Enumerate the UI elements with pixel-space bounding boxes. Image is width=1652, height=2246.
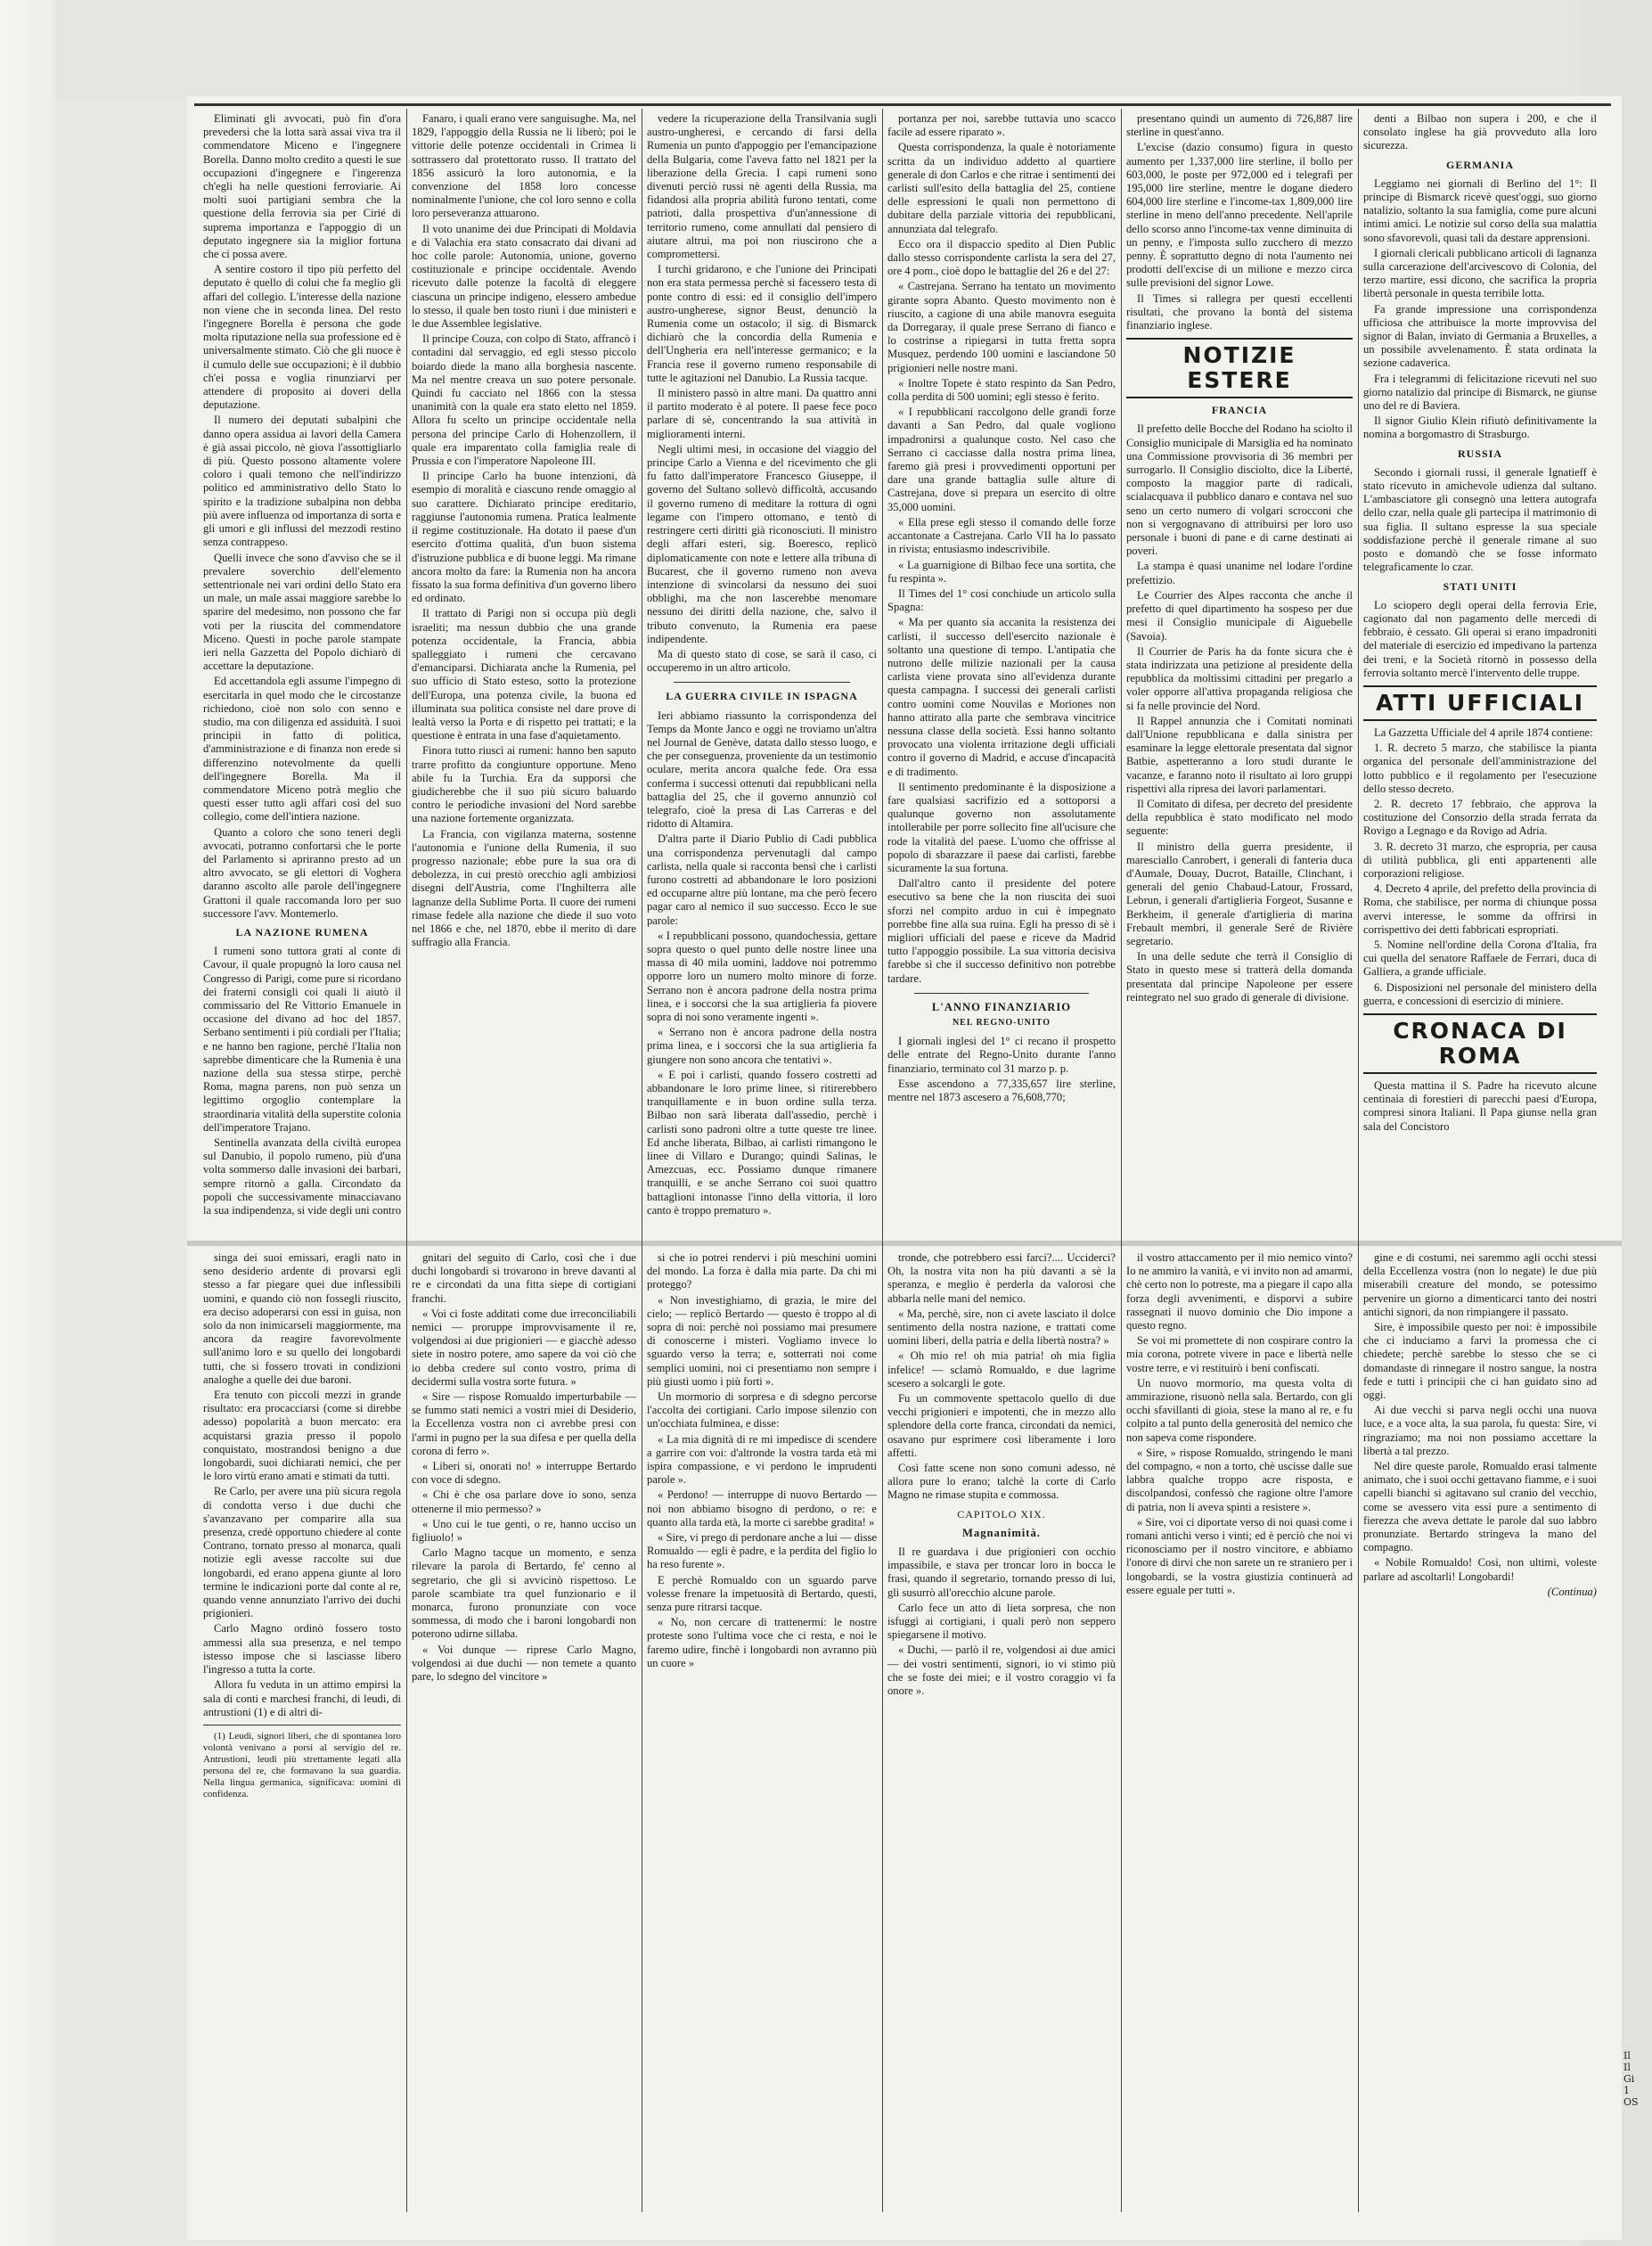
paragraph: Leggiamo nei giornali di Berlino del 1°: Il principe di Bismarck ricevè quest'oggi, suo giorno natalizio, soltanto la sua famiglia, come pure alcuni intimi amici. Le notizie sul corso della sua malattia sono sfavorevoli, quasi tali da destare apprensioni. xyxy=(1363,176,1597,244)
paragraph: Re Carlo, per avere una più sicura regola di condotta verso i due duchi che s'avanzavano per comparire alla sua presenza, credè opportuno chiedere al conte Contrano, tornato presso al monarca, quali notizie egli avesse raccolte sui due longobardi, ed erano appena giunte al loro termine le indicazioni porte dal conte al re, quando venne annunziato l'arrivo dei duchi prigionieri. xyxy=(203,1485,401,1620)
paragraph: La Francia, con vigilanza materna, sostenne l'autonomia e l'unione della Rumenia, il suo progresso nazionale; ebbe pure la sua ora di debolezza, in cui prestò orecchio agli ambiziosi disegni dell'Austria, come l'Inghilterra alle lagnanze della Sublime Porta. Il cuore dei rumeni rimase fedele alla nazione che diede il suo voto nel 1866 e che, nel 1870, ebbe il merito di dare suffragio alla Francia. xyxy=(412,827,636,949)
paragraph: Sire, è impossibile questo per noi: è impossibile che ci induciamo a farvi la promessa che ci chiedete; perchè sarebbe lo stesso che se ci domandaste di rinnegare il nostro sangue, la nostra fede e tutti i principii che ci han guidato sino ad oggi. xyxy=(1363,1321,1597,1402)
column-3-top xyxy=(647,112,877,1219)
continuation-note: (Continua) xyxy=(1547,1585,1597,1598)
column-5-bottom xyxy=(1126,1251,1353,2212)
paragraph: Lo sciopero degli operai della ferrovia Erie, cagionato dal non pagamento delle mercedi di febbraio, è cessato. Gli operai si erano impadroniti del materiale di esercizio ed impedivano la partenza dei treni, e la Società ritornò in possesso della ferrovia soltanto mercè l'intervento delle truppe. xyxy=(1363,598,1597,679)
top-rule xyxy=(194,103,1611,106)
column-4-top xyxy=(887,112,1116,1219)
paragraph: Il ministero passò in altre mani. Da quattro anni il partito moderato è al potere. Il paese fece poco parlare di sè, concentrando la sua attività in miglioramenti interni. xyxy=(647,387,877,440)
paragraph: « Castrejana. Serrano ha tentato un movimento girante sopra Abanto. Questo movimento non è riuscito, a cagione di una abile manovra eseguita da Dorregaray, il quale prese Serrano di fianco e lo costrinse a ripiegarsi in tutta fretta sopra Musquez, perdendo 100 uomini e lasciandone 50 prigionieri nelle nostre mani. xyxy=(887,280,1116,374)
paragraph: Nel dire queste parole, Romualdo erasi talmente animato, che i suoi occhi gettavano fiamme, e i suoi capelli bianchi si agitavano sul cranio del vecchio, come se avessero vita essi pure a sentimento di fierezza che aveva dettate le parole dal suo labbro pronunziate. Bertardo stringeva la mano del compagno. xyxy=(1363,1460,1597,1554)
column-6-bottom xyxy=(1363,1251,1597,2212)
paragraph: 6. Disposizioni nel personale del ministero della guerra, e concessioni di esercizio di miniere. xyxy=(1363,980,1597,1007)
paragraph: Carlo Magno tacque un momento, e senza rilevare la parola di Bertardo, fe' cenno al segretario, che gli si avvicinò rispettoso. Le parole scambiate tra quel funzionario e il monarca, furono pronunziate con voce sommessa, di modo che i baroni longobardi non poterono udirne sillaba. xyxy=(412,1546,636,1641)
paragraph: Dall'altro canto il presidente del potere esecutivo sa bene che la non riuscita dei suoi sforzi nel compito arduo in cui è impegnato porrebbe fine alla sua ruina. Egli ha presso di sè i migliori ufficiali del paese e riceve da Madrid tutto l'appoggio possibile. La sua vittoria decisiva farebbe sì che il successo definitivo non potrebbe tardare. xyxy=(887,877,1116,985)
paragraph: Il re guardava i due prigionieri con occhio impassibile, e stava per troncar loro in bocca le frasi, quando il segretario, tornando presso di lui, gli susurrò all'orecchio alcune parole. xyxy=(887,1545,1116,1599)
paragraph: « Ma per quanto sia accanita la resistenza dei carlisti, il successo dell'esercito nazionale è soltanto una questione di tempo. L'antipatia che nutrono delle milizie nazionali per la causa carlista viene provata sino all'evidenza durante questa campagna. I successi dei generali carlisti contro uomini come Nouvilas e Moriones non hanno attirato alla parte che sembrava vincitrice nessuna classe della società. Essi hanno soltanto provocato una violenta irritazione degli ufficiali contro il governo di Madrid, e accuse d'incapacità e di tradimento. xyxy=(887,616,1116,778)
paragraph: Il Courrier de Paris ha da fonte sicura che è stata indirizzata una petizione al presidente della repubblica da moltissimi cittadini per pregarlo a voler opporre all'attiva propaganda religiosa che si fa nelle provincie del Nord. xyxy=(1126,644,1353,712)
paragraph: Il Rappel annunzia che i Comitati nominati dall'Unione repubblicana e dalla sinistra per esaminare la legge elettorale presentata dal signor Batbie, aspetteranno a loro studi durante le vacanze, e faranno noto il risultato ai loro gruppi rispettivi alla ripresa dei lavori parlamentari. xyxy=(1126,714,1353,795)
paragraph: Quanto a coloro che sono teneri degli avvocati, potranno confortarsi che le porte del Parlamento si apriranno presto ad un altro avvocato, se gli elettori di Voghera daranno ascolto alle parole dell'ingegnere Grattoni il quale raccomanda loro per suo successore l'avv. Montemerlo. xyxy=(203,825,401,920)
paragraph: La stampa è quasi unanime nel lodare l'ordine prefettizio. xyxy=(1126,560,1353,586)
paragraph: Il principe Couza, con colpo di Stato, affrancò i contadini dal servaggio, ed egli stesso piccolo boiardo diede la mano alla borghesia nascente. Ma nel mentre creava un suo potere personale. Quindi fu cacciato nel 1866 con la stessa unanimità con la quale era stato eletto nel 1859. Allora fu scelto un principe occidentale nella persona del principe Carlo di Hohenzollern, il quale era imparentato colla famiglia reale di Prussia e con l'imperatore Napoleone III. xyxy=(412,332,636,468)
separator xyxy=(914,993,1089,994)
paragraph: Ieri abbiamo riassunto la corrispondenza del Temps da Monte Janco e oggi ne troviamo un'altra nel Journal de Genève, datata dallo stesso luogo, e che per conseguenza, proveniente da un testimonio oculare, merita ancora qualche fede. Ora essa conferma i successi ottenuti dai repubblicani nella battaglia del 25, che il governo annunziò col telegrafo, cioè la presa di Las Carreras e del ridotto di Altamira. xyxy=(647,709,877,831)
paragraph: 4. Decreto 4 aprile, del prefetto della provincia di Roma, che stabilisce, per norma di chiunque possa avervi interesse, le somme da offrirsi in corrispettivo dei detti fabbricati espropriati. xyxy=(1363,882,1597,936)
edge-fragment: OS xyxy=(1623,2096,1639,2108)
paragraph: « Non investighiamo, di grazia, le mire del cielo; — replicò Bertardo — questo è troppo al di sopra di noi: perchè noi possiamo mai presumere di conoscerne i misteri. Vogliamo invece lo sguardo verso la terra; e, sotterrati noi come semplici uomini, noi ci presentiamo non sempre i più giusti uomo i più forti ». xyxy=(647,1293,877,1388)
paragraph: vedere la ricuperazione della Transilvania sugli austro-ungheresi, e cercando di farsi della Rumenia un punto d'appoggio per l'emancipazione della Bulgaria, come l'aveva fatto nel 1821 per la liberazione della Grecia. I capi rumeni sono divenuti perciò russi nè agenti della Russia, ma fidandosi alla propria abilità furono tentati, come patrioti, dalla prospettiva d'un'annessione di territorio rumeno, come annullati dal pensiero di aiutare altrui, ma poi non riuscirono che a compromettersi. xyxy=(647,112,877,261)
paragraph: il vostro attaccamento per il mio nemico vinto? Io ne ammiro la vanità, e vi invito non ad amarmi, chè certo non lo potreste, ma a piegare il capo alla forza degli avvenimenti, e disporvi a subire rassegnati il nuovo dominio che Dio impone a questo regno. xyxy=(1126,1251,1353,1332)
edge-fragment: 1 xyxy=(1623,2085,1630,2096)
paragraph: « Inoltre Topete è stato respinto da San Pedro, colla perdita di 500 uomini; egli stesso è ferito. xyxy=(887,376,1116,404)
column-rule xyxy=(1358,109,1359,2212)
paragraph: « La mia dignità di re mi impedisce di scendere a garrire con voi: d'altronde la vostra tarda età mi ispira compassione, e vi perdono le imprudenti parole ». xyxy=(647,1432,877,1487)
paragraph: Secondo i giornali russi, il generale Ignatieff è stato ricevuto in amichevole udienza dal sultano. L'ambasciatore gli consegnò una lettera autografa dello czar, nella quale gli partecipa il matrimonio di sua figlia. Il sultano espresse la sua speciale soddisfazione perchè il generale rimane al suo posto e domandò che se fosse informato telegraficamente lo czar. xyxy=(1363,465,1597,574)
paragraph: 3. R. decreto 31 marzo, che espropria, per causa di utilità pubblica, gli enti appartenenti alle corporazioni religiose. xyxy=(1363,840,1597,880)
paragraph: « Oh mio re! oh mia patria! oh mia figlia infelice! — sclamò Romualdo, e due lagrime scesero a solcargli le gote. xyxy=(887,1349,1116,1389)
paragraph: La Gazzetta Ufficiale del 4 aprile 1874 contiene: xyxy=(1374,725,1593,739)
paragraph: « Perdono! — interruppe di nuovo Bertardo — noi non abbiamo bisogno di perdono, o re: e quanto alla tarda età, la morte ci sarebbe gradita! » xyxy=(647,1488,877,1529)
column-1-top xyxy=(203,112,401,1219)
paragraph: E perchè Romualdo con un sguardo parve volesse frenare la impetuosità di Bertardo, questi, senza pure ritrarsi tacque. xyxy=(647,1573,877,1614)
edge-fragment: Il xyxy=(1623,2050,1631,2062)
paragraph: « Liberi si, onorati no! » interruppe Bertardo con voce di sdegno. xyxy=(412,1460,636,1487)
page-fold-divider xyxy=(187,1241,1622,1246)
paragraph: « Sire, vi prego di perdonare anche a lui — disse Romualdo — egli è padre, e la perdita del figlio lo ha reso furente ». xyxy=(647,1531,877,1571)
column-rule xyxy=(1121,109,1122,2212)
paragraph: gnitari del seguito di Carlo, così che i due duchi longobardi si trovarono in breve davanti al re e circondati da una fitta siepe di cortigiani franchi. xyxy=(412,1251,636,1305)
paragraph: Se voi mi promettete di non cospirare contro la mia corona, potrete vivere in pace e libertà nelle vostre terre, e vi restituirò i beni confiscati. xyxy=(1126,1334,1353,1374)
article-headline: L'ANNO FINANZIARIO xyxy=(931,1000,1072,1013)
chapter-number: CAPITOLO XIX. xyxy=(957,1507,1046,1521)
paragraph: Questa mattina il S. Padre ha ricevuto alcune centinaia di forestieri di parecchi paesi d'Europa, compresi sinora Italiani. Il Papa giunse nella gran sala del Concistoro xyxy=(1363,1078,1597,1133)
paragraph: 1. R. decreto 5 marzo, che stabilisce la pianta organica del personale dell'amministrazione del lotto pubblico e il regolamento per l'esecuzione dello stesso decreto. xyxy=(1363,742,1597,795)
section-subheadline: GERMANIA xyxy=(1446,158,1514,171)
paragraph: Le Courrier des Alpes racconta che anche il prefetto di quel dipartimento ha sospeso per due mesi il Consiglio municipale di Aiguebelle (Savoia). xyxy=(1126,588,1353,643)
paragraph: Il Times si rallegra per questi eccellenti risultati, che provano la bontà del sistema finanziario inglese. xyxy=(1126,291,1353,332)
paragraph: Un mormorio di sorpresa e di sdegno percorse l'accolta dei cortigiani. Carlo impose silenzio con un'occhiata fulminea, e disse: xyxy=(647,1390,877,1430)
paragraph: Questa corrispondenza, la quale è notoriamente scritta da un individuo addetto al quartiere generale di don Carlos e che ritrae i sentimenti dei carlisti sull'esito della battaglia del 25, contiene delle espressioni le quali non permettono di dubitare della parziale vittoria dei repubblicani, annunziata dal telegrafo. xyxy=(887,141,1116,235)
paragraph: I giornali clericali pubblicano articoli di lagnanza sulla carcerazione dell'arcivescovo di Colonia, del terzo martire, essi dicono, che sacrifica la propria libertà personale in questa terribile lotta. xyxy=(1363,246,1597,300)
paragraph: Fanaro, i quali erano vere sanguisughe. Ma, nel 1829, l'appoggio della Russia ne li liberò; poi le vittorie delle potenze occidentali in Crimea li sottrassero dal protettorato russo. Il trattato del 1856 assicurò la loro autonomia, e la convenzione del 1858 loro concesse nominalmente l'unione, che col loro senno e colla loro perseveranza attuarono. xyxy=(412,112,636,220)
edge-fragment: Il xyxy=(1623,2062,1631,2073)
paragraph: « Serrano non è ancora padrone della nostra prima linea, e i soccorsi che la sua artiglieria fa giungere non sono ancora che tentativi ». xyxy=(647,1026,877,1066)
paragraph: Fa grande impressione una corrispondenza ufficiosa che attribuisce la morte improvvisa del signor di Balan, inviato di Germania a Bruxelles, a un possibile avvelenamento. È stata ordinata la sezione cadaverica. xyxy=(1363,302,1597,370)
section-subheadline: RUSSIA xyxy=(1457,447,1502,460)
paragraph: Il sentimento predominante è la disposizione a fare qualsiasi sacrifizio ed a sottoporsi a qualunque governo non assolutamente intollerabile per porre sollecito fine all'ucisure che rode la vitalità del paese. L'uomo che offrisse al popolo di sbarazzare il paese dai carlisti, farebbe sicuramente la sua fortuna. xyxy=(887,780,1116,874)
column-4-bottom xyxy=(887,1251,1116,2212)
paragraph: « Nobile Romualdo! Così, non ultimi, voleste parlare ad ascoltarli! Longobardi! xyxy=(1363,1556,1597,1583)
paragraph: « Sire, » rispose Romualdo, stringendo le mani del compagno, « non a torto, chè uscisse dalle sue labbra qualche troppo acre risposta, e discolpandosi, confessò che ragione oltre l'amore di patria, non li aveva spinti a resistere ». xyxy=(1126,1446,1353,1513)
paragraph: Il principe Carlo ha buone intenzioni, dà esempio di moralità e ciascuno rende omaggio al suo carattere. Dichiarato principe ereditario, raggiunse l'autonomia rumena. Pratica lealmente il regime costituzionale. Ha dotato il paese d'un esercito d'ottima qualità, d'un buon sistema d'istruzione pubblica e di buone leggi. Ma rimane ancora molto da fare: la Rumenia non ha ancora fissato la sua forma definitiva d'un governo libero ed ordinato. xyxy=(412,470,636,605)
column-2-bottom xyxy=(412,1251,636,2212)
paragraph: Carlo Magno ordinò fossero tosto ammessi alla sua presenza, e nel tempo istesso impose che si lasciasse libero l'ingresso a tutta la corte. xyxy=(203,1622,401,1676)
paragraph: Il numero dei deputati subalpini che danno opera assidua ai lavori della Camera è già assai piccolo, nè giova l'assottigliarlo di più. Questo possono altamente volere coloro i quali temono che nell'indirizzo politico ed amministrativo dello Stato lo spirito e la tradizione subalpina non debba più avere influenza od importanza di sorta e gli umori e gli influssi del mezzodì restino senza contrappeso. xyxy=(203,414,401,549)
paragraph: Ecco ora il dispaccio spedito al Dien Public dallo stesso corrispondente carlista la sera del 27, ore 4 pom., cioè dopo le battaglie del 26 e del 27: xyxy=(887,237,1116,278)
column-6-top xyxy=(1363,112,1597,1219)
paragraph: « Sire — rispose Romualdo imperturbabile — se fummo stati nemici a vostri miei di Desiderio, la Eccellenza vostra non ci avrebbe presi con l'armi in pugno per la sua difesa e per quella della corona di ferro ». xyxy=(412,1390,636,1457)
paragraph: Ed accettandola egli assume l'impegno di esercitarla in quel modo che le circostanze richiedono, cioè non solo con senno e studio, ma con diligenza ed assiduità. I suoi principii in fatto di politica, d'amministrazione e di finanza non erede si differenzino notevolmente da quelli dell'ingegnere Borella. Ma il commendatore Miceno potrà meglio che questi esser tutto agli affari così del suo collegio, come dell'intiera nazione. xyxy=(203,675,401,824)
chapter-title: Magnanimità. xyxy=(962,1526,1041,1539)
paragraph: I turchi gridarono, e che l'unione dei Principati non era stata permessa perchè si facessero testa di ponte contro di essi: ed il consiglio dell'impero austro-ungherese, signor Beust, denunciò la Rumenia come un ostacolo; il sig. di Bismarck dichiarò che la concordia della Rumenia e dell'Ungheria era nell'interesse germanico; e la Francia rese il governo rumeno responsabile di tutte le agitazioni nel Danubio. La Russia tacque. xyxy=(647,263,877,384)
column-1-bottom xyxy=(203,1251,401,2212)
paragraph: Il prefetto delle Bocche del Rodano ha sciolto il Consiglio municipale di Marsiglia ed ha nominato una Commissione provvisoria di 36 membri per surrogarlo. Il Consiglio disciolto, dice la Liberté, composto la maggior parte di radicali, scialacquava il pubblico danaro e contava nel suo seno un certo numero di volgari scrocconi che non si vergognavano di attribuirsi per loro uso personale i buoni di pane e di carne destinati ai poveri. xyxy=(1126,422,1353,558)
section-headline: CRONACA DI ROMA xyxy=(1363,1013,1597,1074)
top-margin xyxy=(55,0,1623,100)
paragraph: Carlo fece un atto di lieta sorpresa, che non isfuggì ai cortigiani, i quali però non seppero spiegarsene il motivo. xyxy=(887,1601,1116,1642)
paragraph: 2. R. decreto 17 febbraio, che approva la costituzione del Consorzio della strada ferrata da Rovigo a Legnago e da Rovigo ad Adria. xyxy=(1363,797,1597,838)
article-headline: LA GUERRA CIVILE IN ISPAGNA xyxy=(666,690,858,703)
paragraph: A sentire costoro il tipo più perfetto del deputato è quello di colui che fa meglio gli affari del collegio. L'interesse della nazione non viene che in seconda linea. Del resto l'ingegnere Borella è persona che gode molta riputazione nella sua professione ed è universalmente stimato. Ciò che gli nuoce è il cumulo delle sue occupazioni; è il dubbio ch'ei possa e voglia rinunziarvi per attendere di proposito ai doveri della deputazione. xyxy=(203,263,401,412)
left-margin xyxy=(0,0,55,2246)
edge-fragment: Gi xyxy=(1623,2073,1635,2085)
paragraph: Sentinella avanzata della civiltà europea sul Danubio, il popolo rumeno, più d'una volta sommerso dalle invasioni dei barbari, sempre ritornò a galla. Circondato da popoli che successivamente minacciavano la sua indipendenza, si vide degli uni contro xyxy=(203,1136,401,1217)
column-rule xyxy=(882,109,883,2212)
paragraph: « No, non cercare di trattenermi: le nostre proteste sono l'ultima voce che ci resta, e noi le faremo udire, finchè i longobardi non avranno più un cuore » xyxy=(647,1616,877,1669)
paragraph: L'excise (dazio consumo) figura in questo aumento per 1,337,000 lire sterline, il bollo per 603,000, le poste per 972,000 ed i telegrafi per 195,000 lire sterline, mentre le dogane diedero 604,000 lire sterline e l'income-tax 1,809,000 lire sterline in meno dell'anno precedente. Nell'aprile dello scorso anno l'income-tax venne diminuita di un penny, e l'imposta sullo zucchero di mezzo penny. È soprattutto degno di nota l'aumento nei prodotti dell'excise di un milione e mezzo circa sulle previsioni del signor Lowe. xyxy=(1126,141,1353,290)
column-5-top xyxy=(1126,112,1353,1219)
paragraph: « Voi dunque — riprese Carlo Magno, volgendosi ai due duchi — non temete a quanto pare, lo sdegno del vincitore » xyxy=(412,1643,636,1684)
paragraph: presentano quindi un aumento di 726,887 lire sterline in quest'anno. xyxy=(1126,112,1353,139)
paragraph: portanza per noi, sarebbe tuttavia uno scacco facile ad essere riparato ». xyxy=(887,112,1116,139)
article-body xyxy=(203,112,401,921)
paragraph: Il signor Giulio Klein rifiutò definitivamente la nomina a borgomastro di Strasburgo. xyxy=(1363,414,1597,441)
section-subheadline: STATI UNITI xyxy=(1443,579,1517,593)
paragraph: Il trattato di Parigi non si occupa più degli israeliti; ma nessun dubbio che una grande potenza occidentale, la Francia, abbia spalleggiato i rumeni che cercavano d'emanciparsi. Dichiarata anche la Rumenia, pel suo ufficio di Stato esteso, sotto la protezione dell'Europa, una potenza civile, la buona ed illuminata sua politica consiste nel dare prove di lealtà verso la Porta e di rispetto pei trattati; e la questione è entrata in una fase d'aquietamento. xyxy=(412,607,636,742)
article-subheadline: NEL REGNO-UNITO xyxy=(952,1018,1051,1028)
section-subheadline: FRANCIA xyxy=(1211,404,1268,417)
paragraph: « Uno cui le tue genti, o re, hanno ucciso un figliuolo! » xyxy=(412,1517,636,1545)
paragraph: Il Times del 1° cosi conchiude un articolo sulla Spagna: xyxy=(887,586,1116,614)
paragraph: « Chi è che osa parlare dove io sono, senza ottenerne il mio permesso? » xyxy=(412,1488,636,1515)
paragraph: Il Comitato di difesa, per decreto del presidente della repubblica è stato modificato nel modo seguente: xyxy=(1126,797,1353,838)
column-2-top xyxy=(412,112,636,1219)
paragraph: Un nuovo mormorio, ma questa volta di ammirazione, risuonò nella sala. Bertardo, con gli occhi sfavillanti di gioia, stese la mano al re, e fu colpito a tal punto della generosità del nemico che non sapeva come rispondere. xyxy=(1126,1376,1353,1444)
paragraph: « Duchi, — parlò il re, volgendosi ai due amici — dei vostri sentimenti, signori, io vi stimo più che se foste dei miei; e il vostro coraggio vi fa onore ». xyxy=(887,1644,1116,1698)
paragraph: « I repubblicani possono, quandochessia, gettare sopra questo o quel punto delle nostre linee una massa di 40 mila uomini, laddove noi potremmo opporre loro un numero molto minore di forze. Serrano non è ancora padrone della nostra prima linea, e i soccorsi che la sua artiglieria fa piovere sopra di noi sono veramente ingenti ». xyxy=(647,929,877,1023)
column-rule xyxy=(406,109,407,2212)
column-3-bottom xyxy=(647,1251,877,2212)
paragraph: « Voi ci foste additati come due irreconciliabili nemici — proruppe improvvisamente il re, volgendosi ai due prigionieri — e giacchè adesso siete in nostro potere, amo sapere da voi ciò che io debba credere sul conto vostro, prima di decidermi sulla vostra sorte futura. » xyxy=(412,1307,636,1388)
paragraph: Il voto unanime dei due Principati di Moldavia e di Valachia era stato consacrato dai divani ad hoc colle parole: Autonomia, unione, governo costituzionale e principe occidentale. Avendo ricevuto dalle potenze la facoltà di eleggere ciascuna un principe indigeno, elessero ambedue lo stesso, il quale ben tosto riunì i due ministeri e le due Assemblee legislative. xyxy=(412,222,636,331)
paragraph: denti a Bilbao non supera i 200, e che il consolato inglese ha già provveduto alla loro sicurezza. xyxy=(1363,112,1597,152)
paragraph: Ma di questo stato di cose, se sarà il caso, ci occuperemo in un altro articolo. xyxy=(647,647,877,675)
paragraph: I giornali inglesi del 1° ci recano il prospetto delle entrate del Regno-Unito durante l'anno finanziario, terminato col 31 marzo p. p. xyxy=(887,1035,1116,1075)
paragraph: Quelli invece che sono d'avviso che se il prevalere soverchio dell'elemento settentrionale nei vari ordini dello Stato era un male, un male assai maggiore sarebbe lo sparire del medesimo, non possono che far voti per la riuscita del commendatore Miceno. Questi in poche parole stampate ieri nella Gazzetta del Popolo dichiarò di accettare la deputazione. xyxy=(203,551,401,673)
paragraph: « E poi i carlisti, quando fossero costretti ad abbandonare le loro prime linee, si ritirerebbero tranquillamente e in buon ordine sulla terza. Bilbao non sarà liberata dall'assedio, perchè i carlisti sono padroni oltre a tutte queste tre linee. Ed anche liberata, Bilbao, ai carlisti rimangono le linee di Villaro e Durango; quindi Salinas, le Amezcuas, ecc. Possiamo dunque rimanere tranquilli, e se anche Serrano coi suoi quattro battaglioni intonasse l'inno della vittoria, il loro canto è troppo prematuro ». xyxy=(647,1068,877,1217)
paragraph: Eliminati gli avvocati, può fin d'ora prevedersi che la lotta sarà assai viva tra il commendatore Miceno e l'ingegnere Borella. Danno molto credito a questi le sue occupazioni d'ingegnere e l'ingerenza ch'egli ha nelle questioni ferroviarie. Ai molti suoi partigiani sembra che la questione della ferrovia sia per Cirié di suprema importanza e l'appoggio di un deputato ingegnere sia la miglior fortuna che ci possa avere. xyxy=(203,112,401,261)
paragraph: Negli ultimi mesi, in occasione del viaggio del principe Carlo a Vienna e del ricevimento che gli fu fatto dall'imperatore Francesco Giuseppe, il governo del Sultano sollevò difficoltà, accusando il governo rumeno di meditare la rottura di ogni legame con l'impero ottomano, e tentò di restringere certi diritti già riconosciuti. Il ministro degli affari esteri, sig. Boeresco, replicò diplomaticamente con note e lettere alla tribuna di Bucarest, che il governo rumeno non aveva intenzione di svincolarsi da nessuno dei suoi obblighi, ma che non lascerebbe menomare nessuno dei diritti della nazione, che, salvo il tributo convenuto, la Rumenia era paese indipendente. xyxy=(647,442,877,645)
paragraph: Esse ascendono a 77,335,657 lire sterline, mentre nel 1873 ascesero a 76,608,770; xyxy=(887,1077,1116,1104)
adjacent-page-edge-text xyxy=(1623,2050,1648,2108)
article-headline: LA NAZIONE RUMENA xyxy=(235,925,369,939)
footnote: (1) Leudi, signori liberi, che di spontanea loro volontà venivano a porsi al servigio del re. Antrustioni, leudi più strettamente legati alla persona del re, che formavano la sua guardia. Nella lingua germanica, significava: uomini di confidenza. xyxy=(203,1730,401,1799)
paragraph: Era tenuto con piccoli mezzi in grande risultato: era procacciarsi (come si direbbe adesso) popolarità a buon mercato: era acquistarsi grazia presso il popolo conquistato, mostrandosi benigno a due longobardi, suoi dichiarati nemici, che per le loro virtù erano amati e stimati da tutti. xyxy=(203,1389,401,1483)
section-headline: NOTIZIE ESTERE xyxy=(1126,338,1353,398)
paragraph: D'altra parte il Diario Publio di Cadi pubblica una corrispondenza pervenutagli dal campo carlista, nella quale si racconta bensì che i carlisti furono costretti ad abbandonare le loro posizioni ed occuparne altre più lontane, ma che però fecero pagar caro al nemico il suo successo. Ecco le sue parole: xyxy=(647,832,877,927)
paragraph: In una delle sedute che terrà il Consiglio di Stato in questo mese si tratterà della domanda presentata dal principe Napoleone per essere reintegrato nel suo grado di generale di divisione. xyxy=(1126,950,1353,1004)
paragraph: Finora tutto riuscì ai rumeni: hanno ben saputo trarre profitto da congiunture opportune. Meno abile fu la Turchia. Era da supporsi che giudicherebbe che il suo più sicuro baluardo contro le periodiche invasioni del Nord sarebbe una nazione fortemente organizzata. xyxy=(412,744,636,825)
paragraph: si che io potrei rendervi i più meschini uomini del mondo. La forza è dalla mia parte. Da chi mi proteggo? xyxy=(647,1251,877,1291)
paragraph: gine e di costumi, nei saremmo agli occhi stessi della Eccellenza vostra (non lo negate) le due più miserabili creature del mondo, se potessimo pervenire un giorno a dimenticarci tanto dei nostri antichi signori, da non rimpiangere il passato. xyxy=(1363,1251,1597,1318)
paragraph: Fra i telegrammi di felicitazione ricevuti nel suo giorno natalizio dal principe di Bismarck, ne giunse uno del re di Baviera. xyxy=(1363,372,1597,413)
paragraph: I rumeni sono tuttora grati al conte di Cavour, il quale propugnò la loro causa nel Congresso di Parigi, come pure si ricordano dei fraterni consigli coi quali li aiutò il commissario del Re Vittorio Emanuele in occasione del divano ad hoc del 1857. Serbano sentimenti i più cordiali per l'Italia; e ne hanno ben ragione, perchè l'Italia non saprebbe dimenticare che la Rumenia è una nazione della sua stessa stirpe, perchè Roma, magna parens, non può senza un legittimo orgoglio contemplare la straordinaria vitalità della superstite colonia dell'imperatore Trajano. xyxy=(203,945,401,1134)
paragraph: 5. Nomine nell'ordine della Corona d'Italia, fra cui quella del senatore Raffaele de Ferrari, duca di Galliera, a grande ufficiale. xyxy=(1363,938,1597,979)
paragraph: « I repubblicani raccolgono delle grandi forze davanti a San Pedro, dal quale vogliono impadronirsi a qualunque costo. Nel caso che Serrano ci cacciasse dalla nostra prima linea, faremo già presi i provvedimenti opportuni per dare una grande battaglia sulle alture di Castrejana, dove si prepara un esercito di oltre 35,000 uomini. xyxy=(887,406,1116,513)
paragraph: Il ministro della guerra presidente, il maresciallo Canrobert, i generali di fanteria duca d'Aumale, Douay, Ducrot, Bataille, Clinchant, i generali del genio Chabaud-Latour, Frossard, Lebrun, i generali d'artiglieria Forgeot, Susanne e Berkheim, il generale d'artiglieria di marina Frebault membri, il generale Seré de Rivière segretario. xyxy=(1126,840,1353,947)
paragraph: Così fatte scene non sono comuni adesso, nè allora pure lo erano; talchè la corte di Carlo Magno ne rimase stupita e commossa. xyxy=(887,1462,1116,1502)
section-headline: ATTI UFFICIALI xyxy=(1363,685,1597,721)
paragraph: « Ma, perchè, sire, non ci avete lasciato il dolce sentimento della nostra nazione, e trattati come uomini liberi, della patria e della libertà nostra? » xyxy=(887,1307,1116,1348)
paragraph: tronde, che potrebbero essi farci?.... Ucciderci? Oh, la nostra vita non ha più davanti a sè la speranza, e meglio è perderla da valorosi che abbarla nelle mani del nemico. xyxy=(887,1251,1116,1305)
paragraph: Allora fu veduta in un attimo empirsi la sala di conti e marchesi franchi, di leudi, di antrustioni (1) e di altri di- xyxy=(203,1678,401,1718)
separator xyxy=(674,682,850,683)
paragraph: « Sire, voi ci diportate verso di noi quasi come i romani antichi verso i vinti; ed è perciò che noi vi riconosciamo per il nostro vincitore, e abbiamo l'onore di dirvi che non sarete un re straniero per i longobardi, se la vostra giustizia continuerà ad essere eguale per tutti ». xyxy=(1126,1515,1353,1596)
paragraph: Fu un commovente spettacolo quello di due vecchi prigionieri e impotenti, che in mezzo allo splendore della corte franca, circondati da nemici, osavano pur esprimere così liberamente i loro affetti. xyxy=(887,1392,1116,1459)
paragraph: singa dei suoi emissari, eragli nato in seno desiderio ardente di provarsi egli stesso a far piegare quei due inflessibili uomini, e quando ciò non fossegli riuscito, era deciso adoperarsi con essi in guisa, non solo da non inimicarseli maggiormente, ma ancora da reagire favorevolmente sull'animo loro e su quello dei longobardi tutti, che si fossero trovati in condizioni analoghe a quelle dei due baroni. xyxy=(203,1251,401,1386)
paragraph: « Ella prese egli stesso il comando delle forze accantonate a Castrejana. Carlo VII ha lo passato in rivista; entusiasmo indescrivibile. xyxy=(887,515,1116,556)
paragraph: « La guarnigione di Bilbao fece una sortita, che fu respinta ». xyxy=(887,558,1116,585)
paragraph: Ai due vecchi si parva negli occhi una nuova luce, e a voce alta, la sua parola, fu questa: Sire, vi ringraziamo; ma noi non possiamo accettare la libertà a tal prezzo. xyxy=(1363,1404,1597,1457)
